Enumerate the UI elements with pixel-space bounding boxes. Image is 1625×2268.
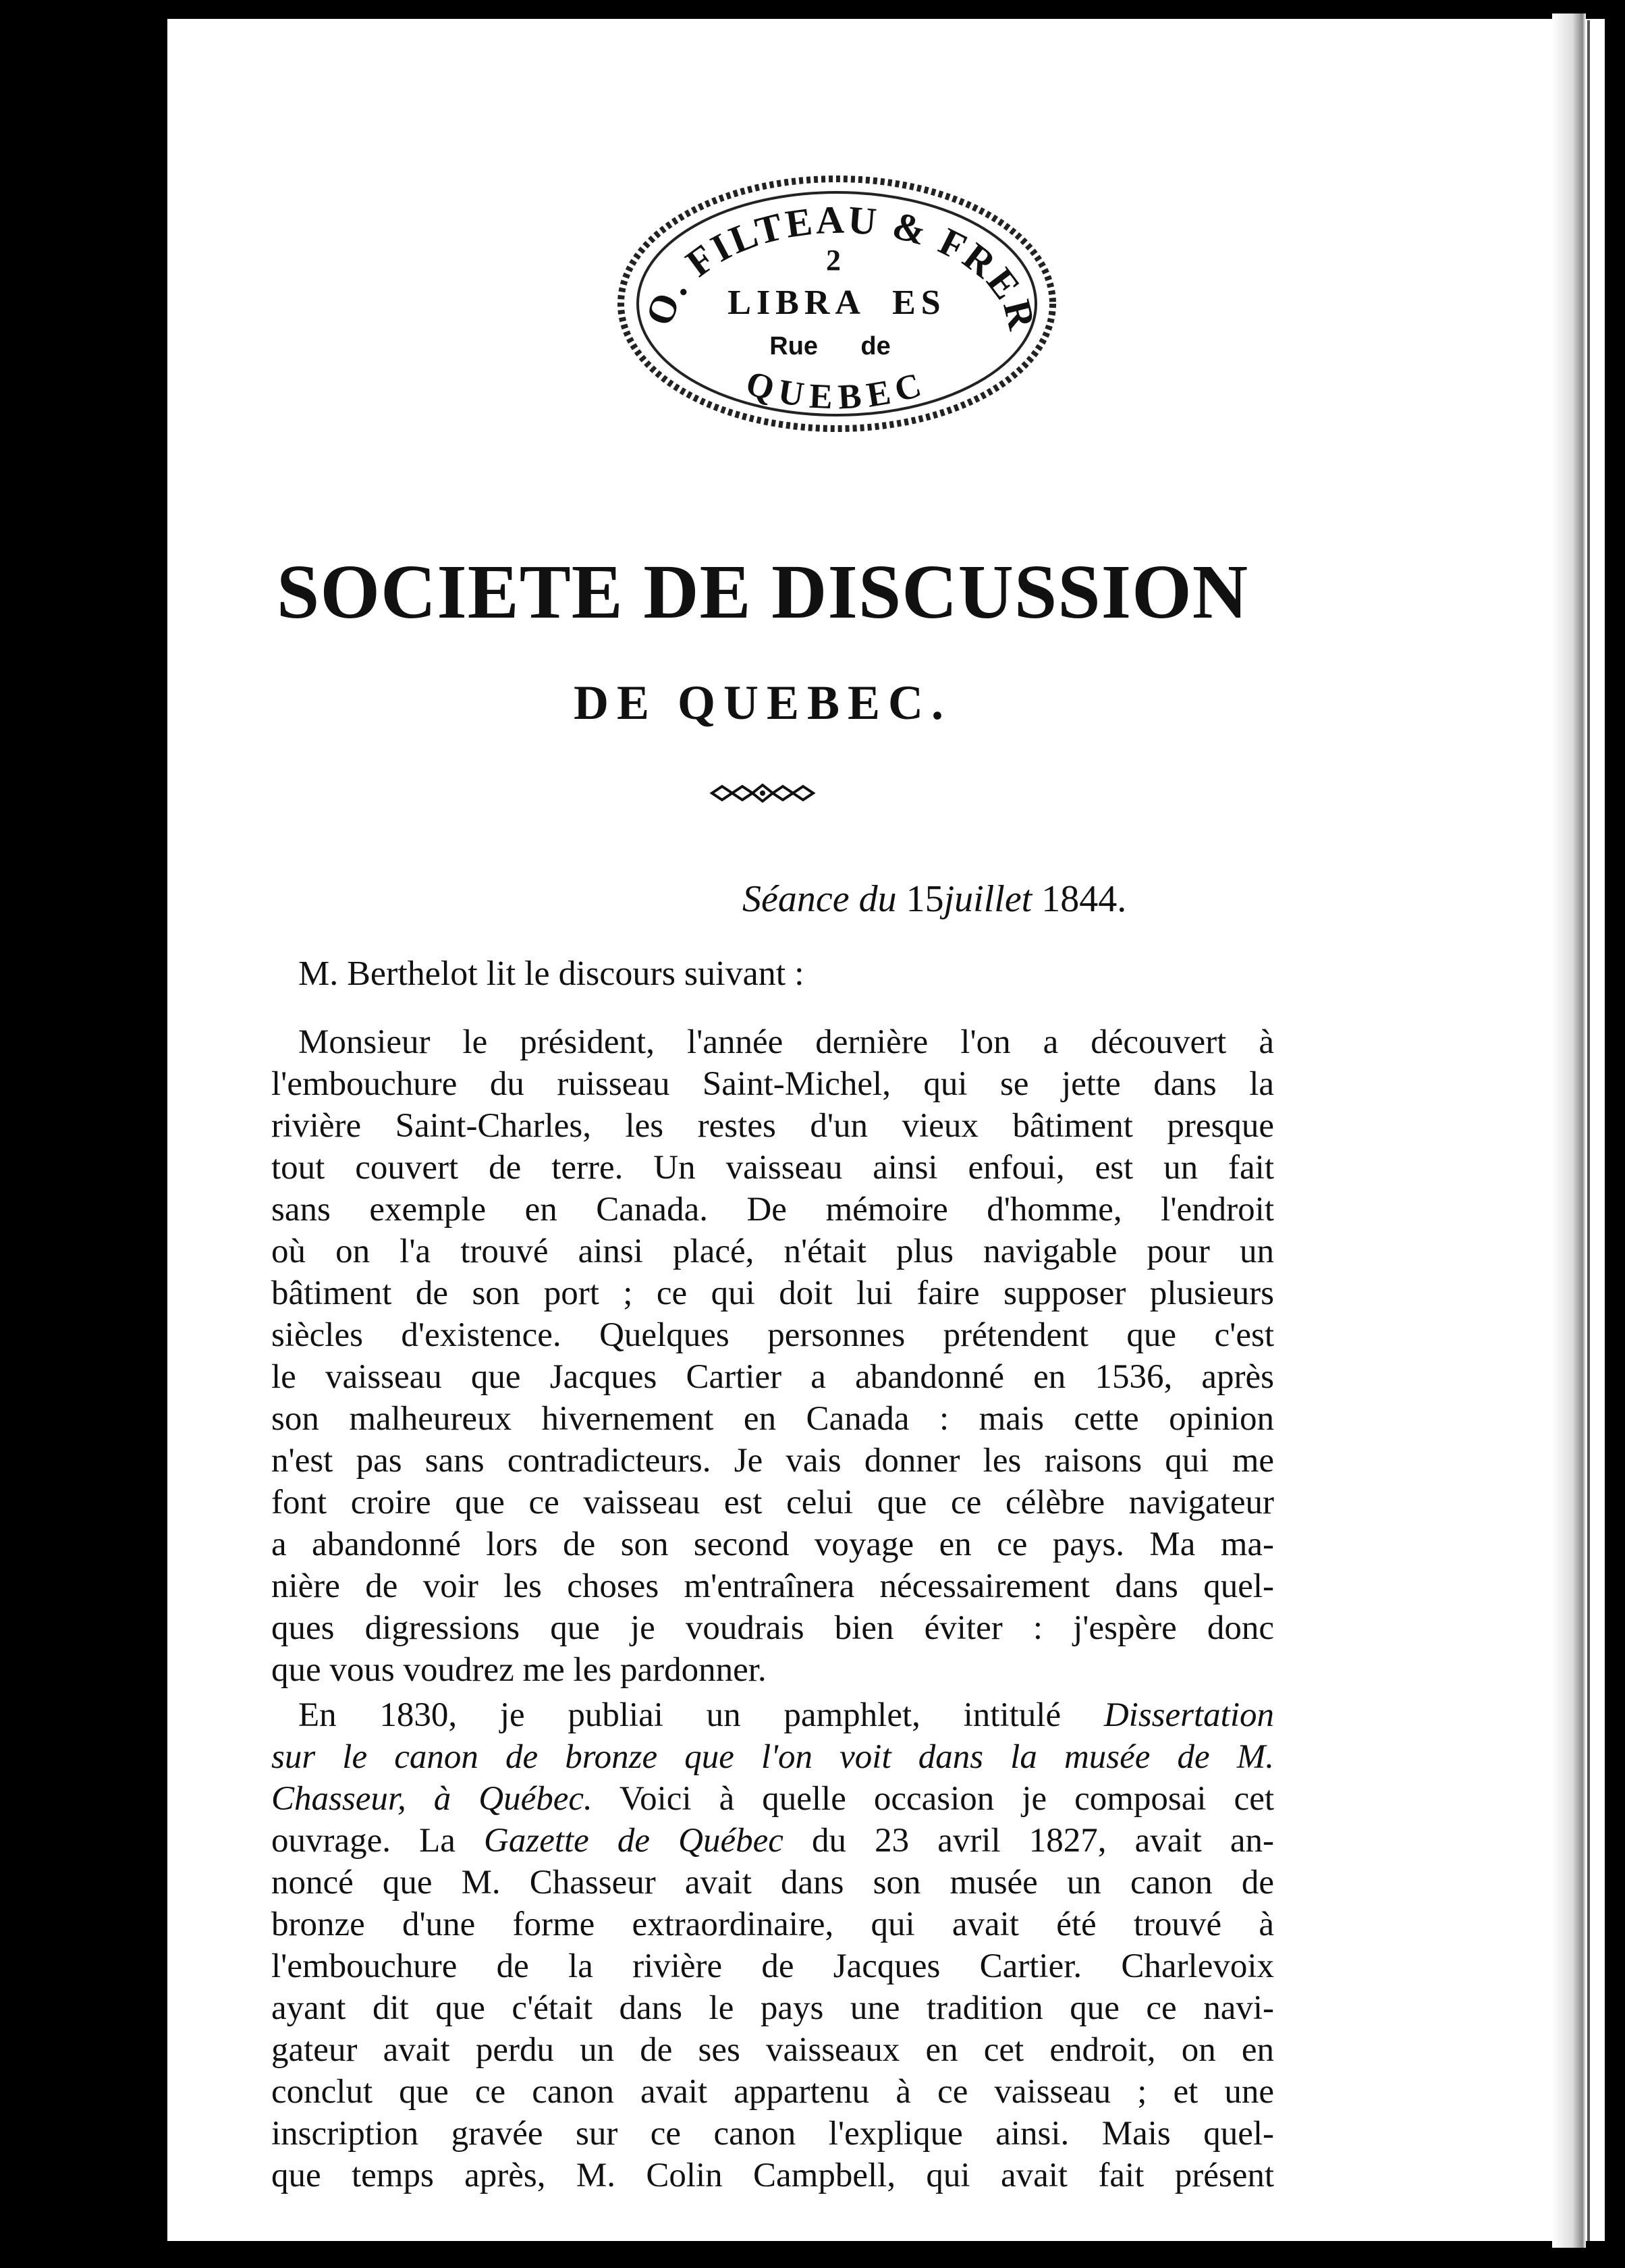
text-line: où on l'a trouvé ainsi placé, n'était plus navigable pour un xyxy=(271,1233,1274,1270)
text-line: font croire que ce vaisseau est celui que ce célèbre navigateur xyxy=(271,1484,1274,1521)
text-line: tout couvert de terre. Un vaisseau ainsi enfoui, est un fait xyxy=(271,1149,1274,1187)
document-title: SOCIETE DE DISCUSSION xyxy=(276,549,1249,634)
book-title: Chasseur, à Québec. xyxy=(271,1780,593,1818)
session-day: 15 xyxy=(906,878,944,920)
svg-text:QUEBEC xyxy=(742,364,932,416)
ornament-divider xyxy=(709,780,817,807)
stamp-number: 2 xyxy=(826,244,841,277)
text-line: ayant dit que c'était dans le pays une tradition que ce navi- xyxy=(271,1989,1274,2027)
text-line: son malheureux hivernement en Canada : mais cette opinion xyxy=(271,1400,1274,1438)
page-edge-line xyxy=(1587,20,1590,2241)
text-line: siècles d'existence. Quelques personnes prétendent que c'est xyxy=(271,1316,1274,1354)
text-line xyxy=(271,1736,1274,1779)
text-line: gateur avait perdu un de ses vaisseaux en cet endroit, on en xyxy=(271,2031,1274,2069)
session-date xyxy=(742,878,1126,921)
text-line: sans exemple en Canada. De mémoire d'homme, l'endroit xyxy=(271,1191,1274,1228)
book-title: Dissertation xyxy=(1103,1696,1274,1734)
document-subtitle: DE QUEBEC. xyxy=(573,676,952,730)
text-line: a abandonné lors de son second voyage en ce pays. Ma ma- xyxy=(271,1526,1274,1563)
text-line: noncé que M. Chasseur avait dans son musée un canon de xyxy=(271,1864,1274,1901)
session-month: juillet xyxy=(943,878,1032,920)
text-line: l'embouchure du ruisseau Saint-Michel, qui se jette dans la xyxy=(271,1065,1274,1103)
text-line xyxy=(298,1694,1274,1737)
book-title: sur le canon de bronze que l'on voit dans la musée de M. xyxy=(271,1738,1274,1776)
text-line: Monsieur le président, l'année dernière l'on a découvert à xyxy=(298,1023,1274,1061)
text-line: que temps après, M. Colin Campbell, qui avait fait présent xyxy=(271,2157,1274,2194)
library-stamp xyxy=(607,169,1066,439)
stamp-arc-bottom: QUEBEC xyxy=(742,364,932,417)
text-run: Voici à quelle occasion je composai cet xyxy=(592,1780,1274,1818)
page-edge-shadow xyxy=(1552,14,1586,2248)
text-line: le vaisseau que Jacques Cartier a abandonné en 1536, après xyxy=(271,1358,1274,1396)
scan-border-top xyxy=(0,0,1625,19)
text-line xyxy=(271,1778,1274,1820)
stamp-street: Rue de xyxy=(769,332,891,360)
text-line: que vous voudrez me les pardonner. xyxy=(271,1651,767,1689)
stamp-arc-top: O. FILTEAU & FRER xyxy=(636,197,1045,337)
text-line: l'embouchure de la rivière de Jacques Cartier. Charlevoix xyxy=(271,1947,1274,1985)
text-line: n'est pas sans contradicteurs. Je vais donner les raisons qui me xyxy=(271,1442,1274,1480)
text-run: du 23 avril 1827, avait an- xyxy=(783,1822,1274,1860)
intro-line: M. Berthelot lit le discours suivant : xyxy=(298,954,804,993)
text-line: rivière Saint-Charles, les restes d'un vieux bâtiment presque xyxy=(271,1107,1274,1145)
stamp-graphic xyxy=(607,169,1066,439)
text-line: bronze d'une forme extraordinaire, qui avait été trouvé à xyxy=(271,1906,1274,1943)
text-line: nière de voir les choses m'entraînera nécessairement dans quel- xyxy=(271,1567,1274,1605)
scan-border-right xyxy=(1605,0,1625,2268)
scan-border-bottom xyxy=(0,2241,1625,2268)
newspaper-title: Gazette de Québec xyxy=(484,1822,783,1860)
text-line xyxy=(271,1820,1274,1862)
text-line: ques digressions que je voudrais bien éviter : j'espère donc xyxy=(271,1609,1274,1647)
text-run: ouvrage. La xyxy=(271,1822,485,1860)
scan-border-left xyxy=(0,0,167,2268)
text-run: En 1830, je publiai un pamphlet, intitulé xyxy=(298,1696,1104,1734)
text-line: conclut que ce canon avait appartenu à ce vaisseau ; et une xyxy=(271,2073,1274,2111)
stamp-middle: LIBRA ES xyxy=(727,284,946,322)
session-year: 1844. xyxy=(1041,878,1127,920)
text-line: inscription gravée sur ce canon l'explique ainsi. Mais quel- xyxy=(271,2115,1274,2153)
text-line: bâtiment de son port ; ce qui doit lui faire supposer plusieurs xyxy=(271,1274,1274,1312)
session-prefix: Séance du xyxy=(742,878,906,920)
